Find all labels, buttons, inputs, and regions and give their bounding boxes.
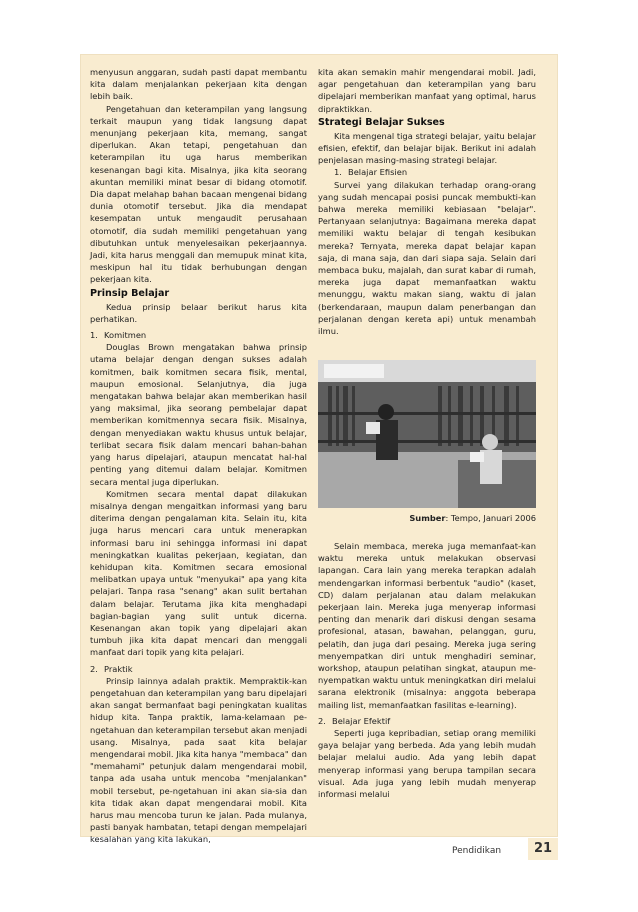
list-title: Belajar Efisien — [348, 167, 408, 178]
library-photo-icon — [318, 360, 536, 508]
list-title: Komitmen — [104, 330, 147, 341]
list-item — [318, 715, 536, 727]
section-heading: Strategi Belajar Sukses — [318, 116, 445, 128]
source-label: Sumber — [409, 513, 446, 523]
list-number: 1. — [334, 167, 342, 178]
list-item — [90, 329, 307, 341]
paragraph: Seperti juga kepribadian, setiap orang memiliki gaya belajar yang berbeda. Ada yang lebih mudah belajar melalui audio. Ada yang lebih dapat menyerap informasi yang berupa tampilan secara visual. Ada juga yang lebih mudah menyerap informasi melalui — [318, 728, 536, 800]
photo-library-readers — [318, 360, 536, 508]
list-item — [318, 166, 536, 178]
list-number: 1. — [90, 330, 98, 341]
paragraph: Kedua prinsip belaar berikut harus kita perhatikan. — [90, 301, 307, 324]
paragraph: Komitmen secara mental dapat dilakukan misalnya dengan mengaitkan informasi yang baru diterima dengan pengalaman kita. Selain itu, kita juga harus mencari cara untuk menerapkan informasi baru ini sehingga informasi ini dapat meningkatkan kualitas pekerjaan, kegiatan, dan kehidupan kita. Komitmen secara emosional melibatkan upaya untuk "menyukai" apa yang kita pelajari. Tanpa rasa "senang" akan sulit bertahan dalam belajar. Terutama jika kita menghadapi bagian-bagian yang sulit untuk dicerna. Kesenangan akan topik yang dipelajari akan tumbuh jika kita dapat mencari dan menggali manfaat dari topik yang kita pelajari. — [90, 488, 307, 658]
paragraph: Kita mengenal tiga strategi belajar, yaitu belajar efisien, efektif, dan belajar bijak. Berikut ini adalah penjelasan masing-masing strategi belajar. — [318, 130, 536, 166]
right-column-bottom — [318, 540, 536, 800]
list-title: Belajar Efektif — [332, 715, 391, 726]
paragraph: Douglas Brown mengatakan bahwa prinsip utama belajar dengan dengan sukses adalah komitmen, baik komitmen secara fisik, mental, maupun emosional. Selanjutnya, dia juga mengatakan bahwa belajar akan memberikan hasil yang maksimal, jika seorang pembelajar dapat memberikan komitmennya secara fisik. Misalnya, dengan menyediakan waktu khusus untuk belajar, terlibat secara fisik dalam mencari bahan-bahan yang harus dipelajari, ataupun mencatat hal-hal penting yang ditemui dalam belajar. Komitmen secara mental juga diperlukan. — [90, 342, 307, 487]
list-number: 2. — [90, 663, 98, 674]
page-number: 21 — [528, 838, 558, 860]
paragraph: Survei yang dilakukan terhadap orang-orang yang sudah mencapai posisi puncak membukti-kan bahwa mereka memiliki kebiasaan "belajar". Pertanyaan selanjutnya: Bagaimana mereka dapat memiliki waktu belajar di tengah kesibukan mereka? Ternyata, mereka dapat belajar kapan saja, di mana saja, dan dari siapa saja. Selain dari membaca buku, majalah, dan surat kabar di rumah, mereka juga dapat memanfaatkan waktu menunggu, waktu makan siang, waktu di jalan (berkendaraan, maupun dalam penerbangan dan perjalanan dengan kereta api) untuk menambah ilmu. — [318, 179, 536, 337]
list-item — [90, 663, 307, 675]
paragraph: kita akan semakin mahir mengendarai mobil. Jadi, agar pengetahuan dan keterampilan yang baru dipelajari memberikan manfaat yang optimal, harus dipraktikkan. — [318, 67, 536, 114]
source-text: : Tempo, Januari 2006 — [445, 513, 536, 523]
left-column — [90, 66, 307, 846]
list-number: 2. — [318, 715, 326, 726]
paragraph: Pengetahuan dan keterampilan yang langsung terkait maupun yang tidak langsung dapat menunjang pekerjaan kita, memang, sangat diperlukan. Akan tetapi, pengetahuan dan keterampilan itu uga harus memberikan kesenangan bagi kita. Misalnya, jika kita seorang akuntan memiliki minat besar di bidang otomotif. Dia dapat melahap bahan bacaan mengenai bidang dunia otomotif tersebut. Jika dia mendapat kesempatan untuk mengaudit perusahaan otomotif, dia sudah memiliki pengetahuan yang dibutuhkan untuk menyelesaikan pekerjaannya. Jadi, kita harus menggali dan memupuk minat kita, meskipun hal itu tidak berhubungan dengan pekerjaan kita. — [90, 103, 307, 285]
paragraph: Prinsip lainnya adalah praktik. Mempraktik-kan pengetahuan dan keterampilan yang baru dipelajari akan sangat bermanfaat bagi peningkatan kualitas hidup kita. Tanpa praktik, lama-kelamaan pe-ngetahuan dan keterampilan tersebut akan menjadi usang. Misalnya, pada saat kita belajar mengendarai mobil. Jika kita hanya "membaca" dan "memahami" petunjuk dalam mengendarai mobil, tanpa ada usaha untuk mencoba "menjalankan" mobil tersebut, pe-ngetahuan ini akan sia-sia dan kita tidak akan dapat mengendarai mobil. Kita harus mau mencoba turun ke jalan. Pada mulanya, pasti banyak hambatan, tetapi dengan mempelajari kesalahan yang kita lakukan, — [90, 675, 307, 845]
footer-section-label: Pendidikan — [452, 846, 502, 856]
photo-source-caption — [318, 513, 536, 523]
right-column-top — [318, 66, 536, 337]
list-title: Praktik — [104, 663, 133, 674]
paragraph: menyusun anggaran, sudah pasti dapat membantu kita dalam menjalankan pekerjaan kita dengan lebih baik. — [90, 67, 307, 102]
paragraph: Selain membaca, mereka juga memanfaat-kan waktu mereka untuk melakukan observasi lapangan. Cara lain yang mereka terapkan adalah mendengarkan informasi berbentuk "audio" (kaset, CD) dalam perjalanan atau dalam melakukan pekerjaan lain. Mereka juga menyerap informasi penting dan menarik dari diskusi dengan sesama profesional, atasan, bawahan, pelanggan, guru, pelatih, dan juga dari pesaing. Mereka juga sering menyempatkan diri untuk menghadiri seminar, workshop, ataupun pelatihan singkat, ataupun me-nyempatkan waktu untuk meningkatkan diri melalui sarana elektronik (misalnya: anggota beberapa mailing list, memanfaatkan fasilitas e-learning). — [318, 541, 536, 710]
section-heading: Prinsip Belajar — [90, 287, 170, 299]
